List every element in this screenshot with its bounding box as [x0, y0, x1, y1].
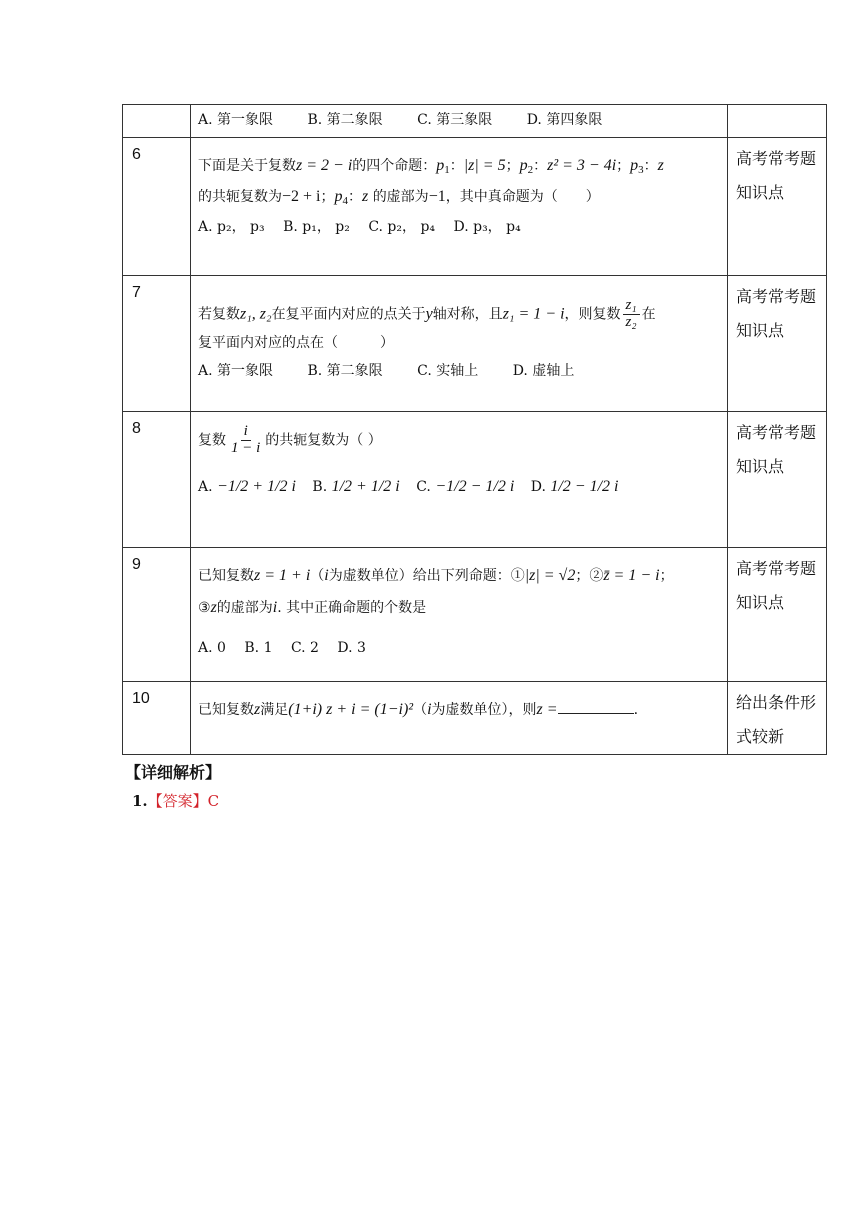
math-expr: z̄ = 1 − i	[603, 567, 660, 584]
table-row	[123, 548, 827, 682]
text: p	[519, 157, 528, 174]
prop-p3	[630, 157, 644, 174]
math-expr: −1/2 + 1/2 i	[217, 477, 296, 495]
text: ；②	[575, 568, 604, 584]
question-body	[191, 682, 728, 755]
text: 下面是关于复数	[198, 158, 296, 174]
math-expr: i	[272, 599, 278, 616]
text: 已知复数	[198, 568, 254, 584]
question-table	[122, 104, 827, 755]
math-expr: (1+i) z + i = (1−i)²	[288, 701, 414, 718]
text: 轴对称，且	[432, 306, 503, 323]
option-a: A. 第一象限	[198, 362, 274, 379]
answer-blank	[558, 699, 634, 714]
text: 3	[638, 164, 644, 176]
fraction	[623, 298, 640, 331]
answer-label: 【答案】C	[147, 792, 220, 810]
question-body	[191, 105, 728, 138]
question-number	[123, 105, 191, 138]
text: 2	[527, 164, 534, 176]
option-c: C. 第三象限	[417, 112, 493, 128]
math-expr: y	[425, 305, 433, 323]
question-number: 7	[123, 276, 191, 412]
math-expr: z = 1 + i	[254, 567, 311, 584]
math-expr: z	[657, 157, 664, 174]
math-expr: −1/2 − 1/2 i	[435, 477, 515, 495]
math-expr: z	[362, 187, 369, 205]
prop-p2	[520, 157, 534, 174]
math-expr: i	[427, 701, 432, 718]
text: 在复平面内对应的点关于	[271, 306, 426, 323]
question-tag	[728, 105, 827, 138]
text: 4	[342, 194, 348, 207]
math-expr: z² = 3 − 4i	[547, 157, 617, 174]
math-expr: z	[210, 599, 217, 616]
answer-line	[132, 790, 219, 811]
question-body	[191, 548, 728, 682]
option-d	[531, 475, 619, 499]
prop-p1	[436, 157, 450, 174]
option-label: C.	[416, 478, 431, 495]
text: ③	[198, 600, 211, 616]
text: 为虚数单位），则	[431, 702, 537, 718]
text: ；	[659, 568, 674, 584]
text: 复数	[198, 432, 226, 449]
option-c: C. 实轴上	[417, 362, 479, 379]
text: ，则复数	[564, 306, 621, 323]
option-d: D. p₃， p₄	[453, 219, 521, 235]
question-body	[191, 412, 728, 548]
table-row	[123, 412, 827, 548]
option-a: A. 第一象限	[198, 112, 274, 128]
math-expr: z	[254, 701, 261, 718]
option-c	[416, 475, 514, 499]
math-expr: |z| = √2	[524, 567, 576, 584]
option-b: B. 第二象限	[307, 112, 383, 128]
table-row	[123, 138, 827, 276]
numerator: z₁	[623, 298, 640, 315]
question-number: 10	[123, 682, 191, 755]
text: p	[436, 157, 445, 174]
question-tag: 高考常考题知识点	[728, 548, 827, 682]
table-row	[123, 682, 827, 755]
table-row	[123, 105, 827, 138]
option-c: C. 2	[290, 640, 319, 656]
text: p	[630, 157, 639, 174]
math-expr: |z| = 5	[463, 157, 506, 174]
text: 为虚数单位）给出下列命题：①	[328, 568, 525, 584]
option-a	[198, 475, 296, 499]
option-b	[312, 475, 399, 499]
math-expr: z₁ = 1 − i	[502, 305, 565, 323]
text: 已知复数	[198, 702, 254, 718]
denominator: 1 − i	[231, 439, 261, 456]
section-title: 【详细解析】	[125, 763, 222, 782]
text: 1	[444, 164, 450, 176]
question-number: 6	[123, 138, 191, 276]
math-expr: z₁, z₂	[240, 305, 272, 323]
option-a: A. 0	[198, 640, 226, 656]
math-expr: i	[324, 567, 329, 584]
text: . 其中正确命题的个数是	[277, 600, 427, 616]
option-b: B. 第二象限	[307, 362, 383, 379]
option-d: D. 虚轴上	[512, 362, 575, 379]
option-a: A. p₂， p₃	[198, 219, 265, 235]
fraction	[228, 424, 263, 457]
question-tag: 高考常考题知识点	[728, 412, 827, 548]
math-expr: z =	[536, 701, 558, 718]
text: 的共轭复数为	[198, 188, 282, 205]
option-d: D. 3	[337, 640, 366, 656]
math-expr: 1/2 + 1/2 i	[331, 477, 400, 495]
text: 的四个命题：	[352, 158, 437, 174]
option-c: C. p₂， p₄	[368, 219, 436, 235]
option-b: B. 1	[244, 640, 273, 656]
question-tag: 高考常考题知识点	[728, 276, 827, 412]
text: 若复数	[198, 306, 240, 323]
answer-index: 1.	[132, 792, 148, 810]
option-label: A.	[198, 478, 213, 495]
numerator: i	[241, 424, 251, 441]
question-body: 下面是关于复数z = 2 − i的四个命题：$p_1$：|z| = 5；$p_2$：z² = 3 − 4i；$p_3$：z 的共轭复数为−2 + i；$p_4$：z 的虚部为−1，其中真命题为（ ） A. p₂， p₃ B. p₁， p₂ C. p₂， p₄ D. p₃， p₄	[191, 138, 728, 276]
math-expr: z = 2 − i	[296, 157, 353, 174]
option-label: B.	[312, 478, 328, 495]
text: 的共轭复数为（ ）	[265, 432, 382, 449]
text: 在	[641, 306, 656, 323]
text: ，其中真命题为（ ）	[445, 188, 600, 205]
text: （	[413, 702, 428, 718]
question-tag: 高考常考题知识点	[728, 138, 827, 276]
text: （	[310, 568, 325, 584]
option-b: B. p₁， p₂	[283, 219, 350, 235]
question-body	[191, 276, 728, 412]
text: 的虚部为	[216, 600, 273, 616]
text: 复平面内对应的点在（ ）	[198, 334, 394, 351]
text: 的虚部为	[372, 188, 429, 205]
question-tag: 给出条件形式较新	[728, 682, 827, 755]
question-number: 8	[123, 412, 191, 548]
math-expr: −1	[428, 187, 446, 205]
denominator: z₂	[625, 313, 637, 330]
table-row	[123, 276, 827, 412]
text: 满足	[260, 702, 289, 718]
question-number: 9	[123, 548, 191, 682]
math-expr: −2 + i	[282, 187, 321, 205]
prop-p4	[335, 188, 349, 205]
option-d: D. 第四象限	[526, 112, 603, 128]
text: .	[633, 702, 639, 718]
text: p	[334, 187, 343, 205]
math-expr: 1/2 − 1/2 i	[550, 477, 619, 495]
option-label: D.	[530, 478, 546, 495]
